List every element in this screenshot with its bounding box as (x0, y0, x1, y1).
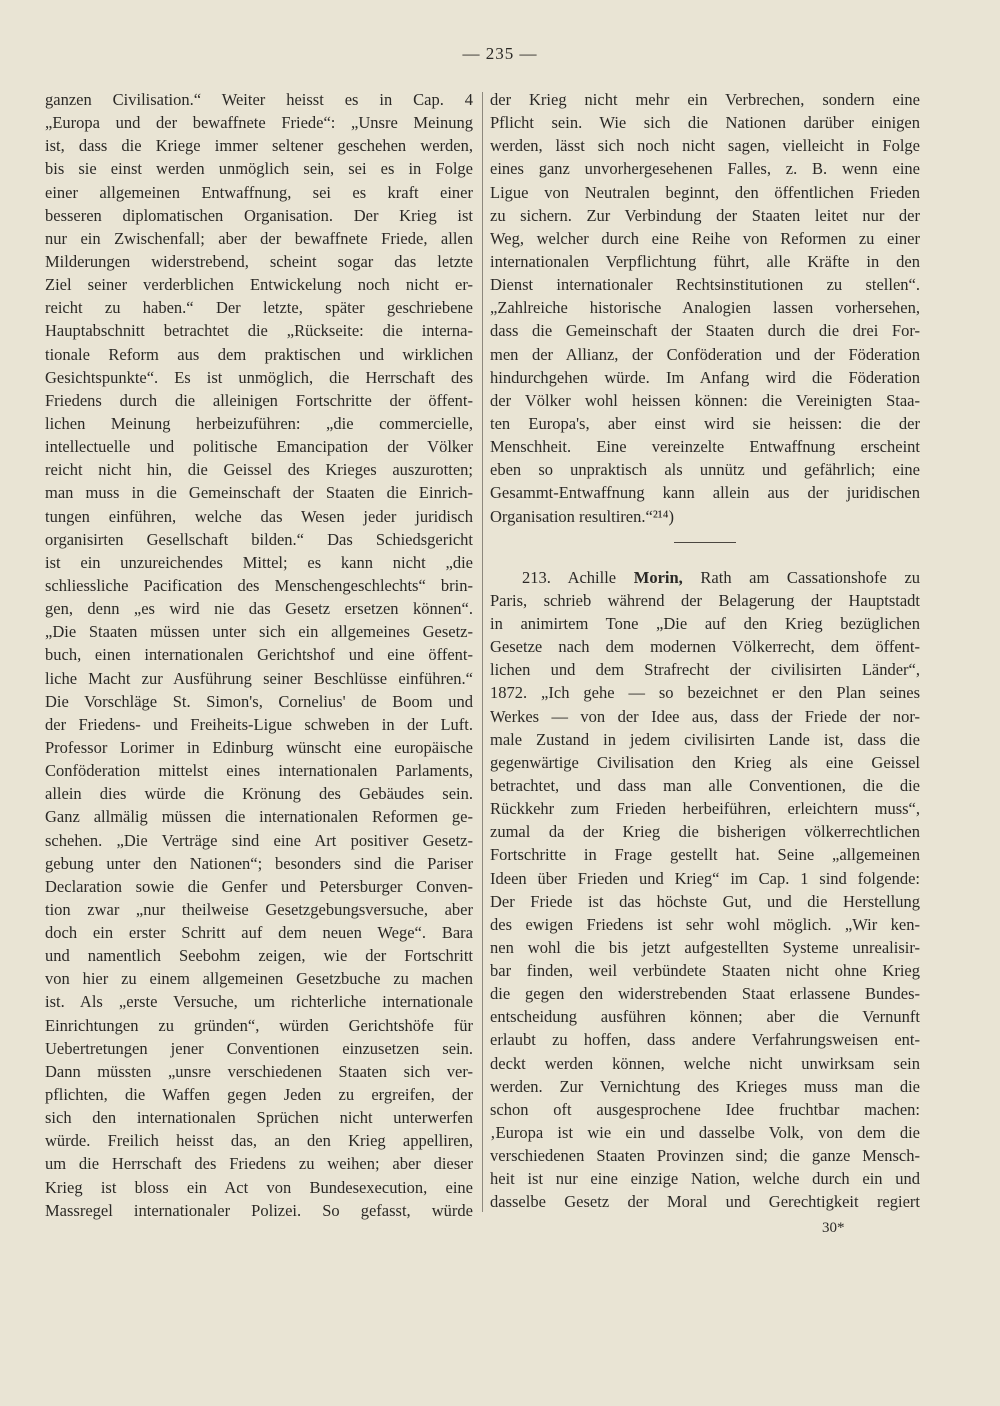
text-line: Massregel internationaler Polizei. So gefasst, würde (45, 1200, 473, 1220)
left-column (45, 88, 473, 1222)
text-line: „Europa und der bewaffnete Friede“: „Unsre Meinung (45, 113, 473, 133)
text-line: lichen und dem Strafrecht der civilisirten Länder“, (490, 660, 920, 680)
text-line: Gesammt-Entwaffnung kann allein aus der juridischen (490, 483, 920, 503)
text-line: Professor Lorimer in Edinburg wünscht eine europäische (45, 737, 473, 757)
page-number: — 235 — (462, 44, 538, 63)
right-column (490, 88, 920, 1214)
text-line: Declaration sowie die Genfer und Petersburger Conven- (45, 876, 473, 896)
text-line: Uebertretungen jener Conventionen einzusetzen sein. (45, 1038, 473, 1058)
text-line: Gesichtspunkte“. Es ist unmöglich, die Herrschaft des (45, 367, 473, 387)
text-line: würde. Freilich heisst das, an den Krieg appelliren, (45, 1131, 473, 1151)
text-line: deckt werden können, welche nicht unwirksam sein (490, 1053, 920, 1073)
text-line: Der Friede ist das höchste Gut, und die Herstellung (490, 891, 920, 911)
text-line: tionale Reform aus dem praktischen und wirklichen (45, 344, 473, 364)
text-line: entscheidung ausführen können; aber die Vernunft (490, 1007, 920, 1027)
text-line: Einrichtungen zu gründen“, würden Gerichtshöfe für (45, 1015, 473, 1035)
section-heading-rest: Rath am Cassationshofe zu (700, 567, 920, 587)
text-line: hindurchgehen würde. Im Anfang wird die Föderation (490, 367, 920, 387)
text-line: einer allgemeinen Entwaffnung, sei es kraft einer (45, 182, 473, 202)
text-line: bar finden, weil verbündete Staaten nicht ohne Krieg (490, 961, 920, 981)
text-line: die gegen den widerstrebenden Staat erlassene Bundes- (490, 984, 920, 1004)
section-separator (674, 542, 736, 543)
text-line: Pflicht sein. Wie sich die Nationen darüber einigen (490, 113, 920, 133)
text-line: von hier zu einem allgemeinen Gesetzbuche zu machen (45, 969, 473, 989)
text-line: gegenwärtige Civilisation den Krieg als eine Geissel (490, 752, 920, 772)
text-line: doch ein erster Schritt auf dem neuen Wege“. Bara (45, 923, 473, 943)
text-line: eben so unpraktisch als unnütz und gefährlich; eine (490, 460, 920, 480)
text-line: intellectuelle und politische Emancipation der Völker (45, 437, 473, 457)
text-line: der Krieg nicht mehr ein Verbrechen, sondern eine (490, 90, 920, 109)
text-line: Conföderation mittelst eines internationalen Parlaments, (45, 761, 473, 781)
text-line: Dienst internationaler Rechtsinstitutionen zu stellen“. (490, 275, 920, 295)
right-column-paragraph-1 (490, 88, 920, 528)
text-line: pflichten, die Waffen gegen Jeden zu ergreifen, der (45, 1085, 473, 1105)
text-line: der Völker wohl heissen können: die Vereinigten Staa- (490, 390, 920, 410)
text-line: Krieg ist bloss ein Act von Bundesexecution, eine (45, 1177, 473, 1197)
text-line: gebung unter den Nationen“; besonders sind die Pariser (45, 853, 473, 873)
text-line: internationalen Verpflichtung führt, alle Kräfte in den (490, 251, 920, 271)
text-line: Werkes — von der Idee aus, dass der Friede der nor- (490, 706, 920, 726)
text-line: 1872. „Ich gehe — so bezeichnet er den Plan seines (490, 683, 920, 703)
text-line: ten Europa's, aber einst wird sie heissen: die der (490, 413, 920, 433)
text-line: werden, lässt sich noch nicht sagen, vielleicht in Folge (490, 136, 920, 156)
text-line: tungen einführen, welche das Wesen jeder juridisch (45, 506, 473, 526)
text-line: zu sichern. Zur Verbindung der Staaten leitet nur der (490, 205, 920, 225)
text-line: werden. Zur Vernichtung des Krieges muss man die (490, 1076, 920, 1096)
right-column-paragraph-2 (490, 589, 920, 1214)
text-line: und namentlich Seebohm zeigen, wie der Fortschritt (45, 946, 473, 966)
section-number: 213. Achille (522, 567, 617, 587)
text-line: reicht zu haben.“ Der letzte, später geschriebene (45, 298, 473, 318)
text-line: betrachtet, und dass man alle Conventionen, die die (490, 775, 920, 795)
text-line: eines ganz unvorhergesehenen Falles, z. B. wenn eine (490, 159, 920, 179)
text-line: buch, einen internationalen Gerichtshof und eine öffent- (45, 645, 473, 665)
text-line: lichen Meinung herbeizuführen: „die commercielle, (45, 413, 473, 433)
text-line: Menschheit. Eine vereinzelte Entwaffnung erscheint (490, 437, 920, 457)
text-line: Milderungen widerstrebend, scheint sogar das letzte (45, 251, 473, 271)
text-line: bis sie einst werden unmöglich sein, sei es in Folge (45, 159, 473, 179)
signature-mark: 30* (822, 1220, 845, 1236)
text-line: „Zahlreiche historische Analogien lassen vorhersehen, (490, 298, 920, 318)
text-line: Ligue von Neutralen beginnt, den öffentlichen Frieden (490, 182, 920, 202)
text-line: Ziel seiner verderblichen Entwickelung noch nicht er- (45, 275, 473, 295)
text-line: „Die Staaten müssen unter sich ein allgemeines Gesetz- (45, 622, 473, 642)
text-line: ist, dass die Kriege immer seltener geschehen werden, (45, 136, 473, 156)
text-line: erlaubt zu hoffen, dass andere Verfahrungsweisen ent- (490, 1030, 920, 1050)
text-line: Hauptabschnitt betrachtet die „Rückseite: die interna- (45, 321, 473, 341)
text-line: Die Vorschläge St. Simon's, Cornelius' de Boom und (45, 691, 473, 711)
text-line: liche Macht zur Ausführung seiner Beschlüsse einführen.“ (45, 668, 473, 688)
text-line: nen wohl die bis jetzt aufgestellten Systeme unrealisir- (490, 937, 920, 957)
text-line: Fortschritte in Frage gestellt hat. Seine „allgemeinen (490, 845, 920, 865)
text-line: Rückkehr zum Frieden herbeiführen, erleichtern muss“, (490, 799, 920, 819)
text-line: Weg, welcher durch eine Reihe von Reformen zu einer (490, 228, 920, 248)
text-line: in animirtem Tone „Die auf den Krieg bezüglichen (490, 613, 920, 633)
column-divider (482, 92, 483, 1212)
text-line: ‚Europa ist wie ein und dasselbe Volk, von dem die (490, 1123, 920, 1143)
text-line: Paris, schrieb während der Belagerung der Hauptstadt (490, 590, 920, 610)
text-line: Dann müssten „unsre verschiedenen Staaten sich ver- (45, 1061, 473, 1081)
text-line: schon oft ausgesprochene Idee fruchtbar machen: (490, 1099, 920, 1119)
text-line: schehen. „Die Verträge sind eine Art positiver Gesetz- (45, 830, 473, 850)
text-line: Ganz allmälig müssen die internationalen Reformen ge- (45, 807, 473, 827)
text-line: dasselbe Gesetz der Moral und Gerechtigkeit regiert (490, 1192, 920, 1212)
text-line: tion zwar „nur theilweise Gesetzgebungsversuche, aber (45, 899, 473, 919)
text-line: verschiedenen Staaten Provinzen sind; die ganze Mensch- (490, 1146, 920, 1166)
text-line: man muss in die Gemeinschaft der Staaten die Einrich- (45, 483, 473, 503)
text-line: nur ein Zwischenfall; aber der bewaffnete Friede, allen (45, 228, 473, 248)
text-line: der Friedens- und Freiheits-Ligue schweben in der Luft. (45, 714, 473, 734)
text-line: organisirten Gesellschaft bilden.“ Das Schiedsgericht (45, 529, 473, 549)
text-line: male Zustand in jedem civilisirten Lande ist, dass die (490, 729, 920, 749)
text-line: Gesetze nach dem modernen Völkerrecht, dem öffent- (490, 637, 920, 657)
text-line: allein dies würde die Krönung des Gebäudes sein. (45, 784, 473, 804)
text-line: schliessliche Pacification des Menschengeschlechts“ brin- (45, 575, 473, 595)
section-heading-line (490, 566, 920, 589)
text-line: heit ist nur eine einzige Nation, welche durch ein und (490, 1169, 920, 1189)
text-line: um die Herrschaft des Friedens zu weihen; aber dieser (45, 1154, 473, 1174)
text-line: men der Allianz, der Conföderation und der Föderation (490, 344, 920, 364)
text-line: Organisation resultiren.“²¹⁴) (490, 506, 674, 526)
text-line: des ewigen Friedens ist sehr wohl möglich. „Wir ken- (490, 914, 920, 934)
text-line: dass die Gemeinschaft der Staaten durch die drei For- (490, 321, 920, 341)
text-line: Friedens durch die alleinigen Fortschritte der öffent- (45, 390, 473, 410)
text-line: ist. Als „erste Versuche, um richterliche internationale (45, 992, 473, 1012)
section-author-name: Morin, (633, 567, 683, 587)
text-line: ganzen Civilisation.“ Weiter heisst es in Cap. 4 (45, 90, 473, 109)
text-line: reicht nicht hin, die Geissel des Krieges auszurotten; (45, 460, 473, 480)
text-line: besseren diplomatischen Organisation. Der Krieg ist (45, 205, 473, 225)
text-line: gen, denn „es wird nie das Gesetz ersetzen können“. (45, 599, 473, 619)
text-line: Ideen über Frieden und Krieg“ im Cap. 1 sind folgende: (490, 868, 920, 888)
text-line: zumal da der Krieg die bisherigen völkerrechtlichen (490, 822, 920, 842)
text-line: ist ein unzureichendes Mittel; es kann nicht „die (45, 552, 473, 572)
text-line: sich den internationalen Sprüchen nicht unterwerfen (45, 1108, 473, 1128)
